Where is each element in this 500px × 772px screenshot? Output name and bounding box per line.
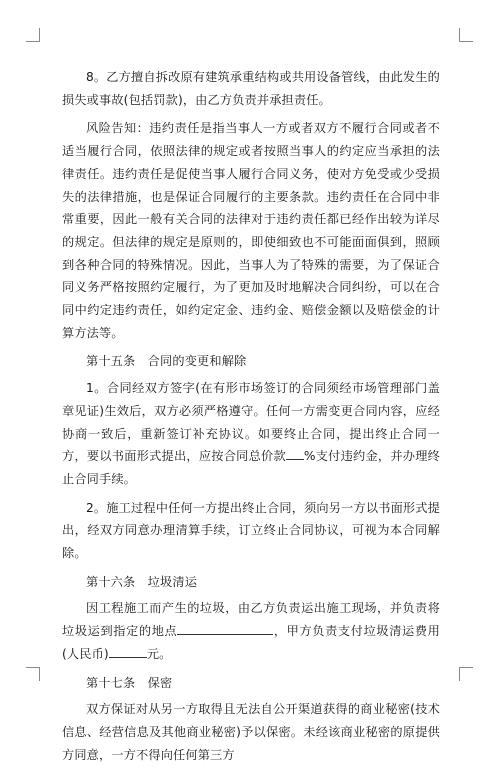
- article-15-item-1-tail: %支付违约金，并办理终止合同手续。: [62, 449, 441, 486]
- crop-mark-top-left: [39, 28, 40, 42]
- article-16-fee-text: ，甲方负责支付垃圾清运费用(人民币): [62, 624, 440, 661]
- disposal-location-blank: [177, 621, 273, 635]
- crop-mark-bottom-right: [459, 667, 460, 681]
- crop-mark-bottom-left: [39, 667, 40, 681]
- article-16-text: 因工程施工而产生的垃圾，由乙方负责运出施工现场，并负责将垃圾运到指定的地点: [62, 601, 440, 639]
- crop-mark-top-right: [459, 28, 460, 42]
- article-16-unit: 元。: [146, 646, 172, 661]
- article-16-heading: 第十六条 垃圾清运: [86, 574, 198, 589]
- crop-mark-bottom-left: [26, 667, 40, 668]
- article-15-item-2: 2。施工过程中任何一方提出终止合同，须向另一方以书面形式提出，经双方同意办理清算手续，订立终止合同协议，可视为本合同解除。: [62, 500, 440, 561]
- article-15-item-1-text: 1。合同经双方签字(在有形市场签订的合同须经市场管理部门盖章见证)生效后，双方必须严格遵守。任何一方需变更合同内容，应经协商一致后，重新签订补充协议。如要终止合同，提出终止合同一方，要以书面形式提出，应按合同总价款: [62, 381, 440, 464]
- document-body: [62, 66, 440, 772]
- crop-mark-top-left: [26, 41, 40, 42]
- penalty-percent-blank: [286, 446, 304, 460]
- article-17-paragraph: 双方保证对从另一方取得且无法自公开渠道获得的商业秘密(技术信息、经营信息及其他商业秘密)予以保密。未经该商业秘密的原提供方同意，一方不得向任何第三方: [62, 702, 440, 762]
- disposal-fee-blank: [109, 644, 147, 658]
- crop-mark-top-right: [459, 41, 473, 42]
- article-15-item-1: [62, 377, 440, 491]
- article-15-heading: 第十五条 合同的变更和解除: [86, 354, 247, 369]
- article-17-heading: 第十七条 保密: [86, 675, 173, 690]
- crop-mark-bottom-right: [459, 667, 473, 668]
- clause-8-paragraph: 8。乙方擅自拆改原有建筑承重结构或共用设备管线，由此发生的损失或事故(包括罚款)，由乙方负责并承担责任。: [62, 70, 440, 107]
- article-16-paragraph: [62, 597, 440, 665]
- risk-notice-paragraph: 风险告知：违约责任是指当事人一方或者双方不履行合同或者不适当履行合同，依照法律的规定或者按照当事人的约定应当承担的法律责任。违约责任是促使当事人履行合同义务，使对方免受或少受损失的法律措施，也是保证合同履行的主要条款。违约责任在合同中非常重要，因此一般有关合同的法律对于违约责任都已经作出较为详尽的规定。但法律的规定是原则的，即使细致也不可能面面俱到，照顾到各种合同的特殊情况。因此，当事人为了特殊的需要，为了保证合同义务严格按照约定履行，为了更加及时地解决合同纠纷，可以在合同中约定违约责任，如约定定金、违约金、赔偿金额以及赔偿金的计算方法等。: [62, 121, 440, 340]
